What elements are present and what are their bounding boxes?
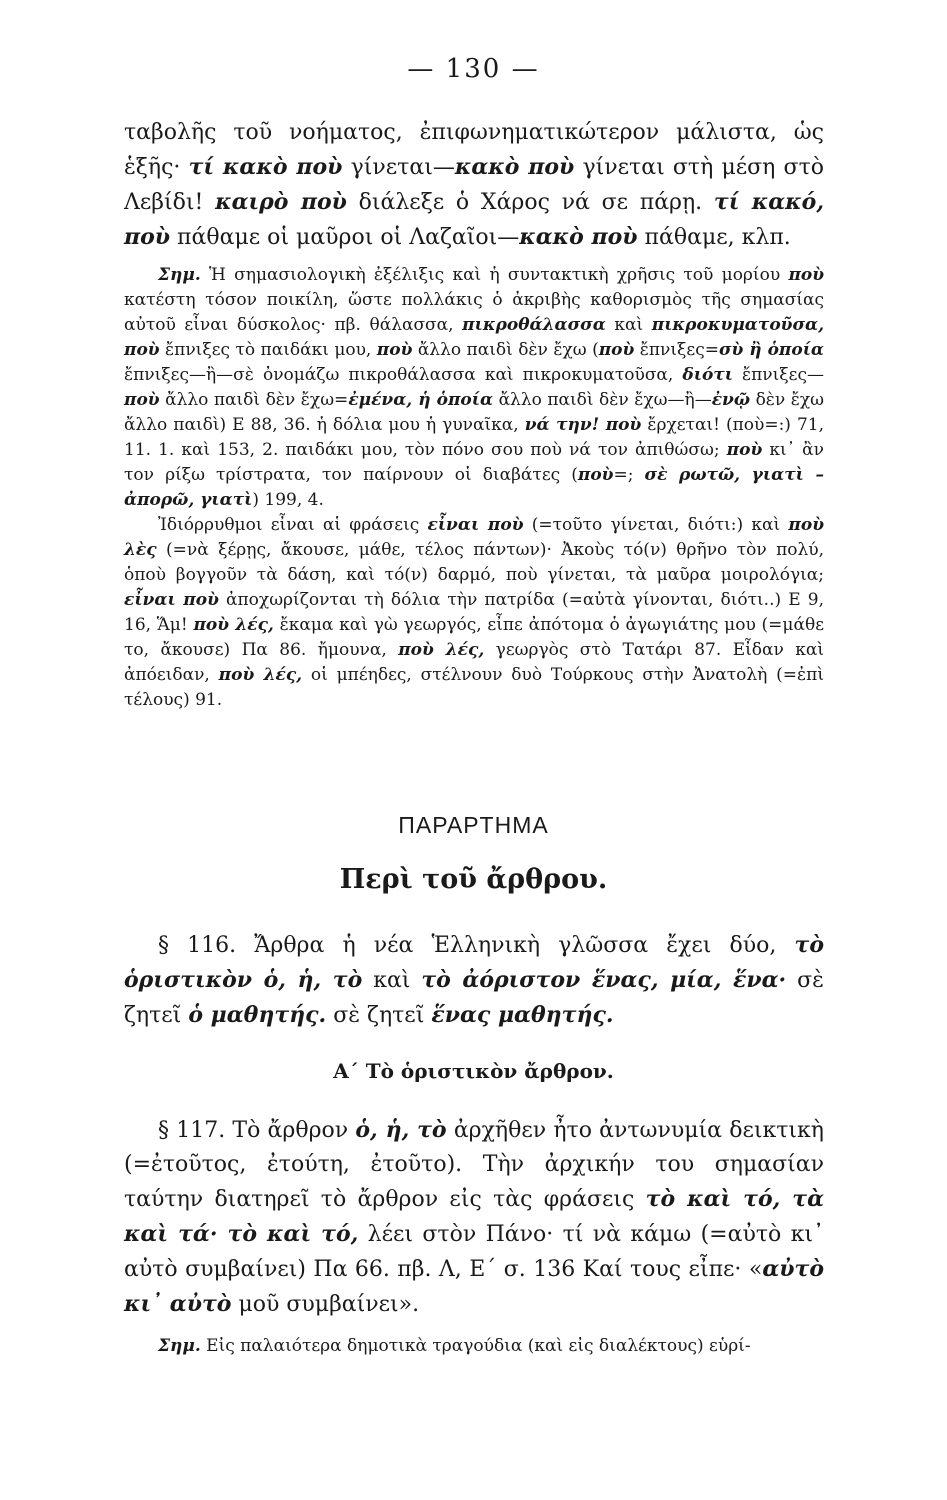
text-span: πάθαμε οἱ μαῦροι οἱ Λαζαῖοι—	[177, 225, 520, 250]
bold-example: ἕνας μαθητής.	[431, 1002, 614, 1028]
bold-example: τὸ ὁριστικὸν ὁ, ἡ, τὸ	[124, 932, 824, 993]
text-span: σὲ ζητεῖ	[333, 1003, 425, 1028]
bold-example: ποὺ	[577, 465, 614, 485]
text-span: ) 199, 4.	[252, 490, 324, 510]
bold-example: ποὺ	[124, 390, 160, 410]
text-span: καὶ	[373, 968, 411, 993]
text-span: ἔπνιξες τὸ παιδάκι μου,	[165, 340, 372, 360]
text-span: ἔκαμα καὶ γὼ γεωργός, εἶπε ἀπότομα ὁ ἀγωγιάτης μου (=μάθε το, ἄκουσε) Πα 86. ἤμουνα,	[124, 615, 824, 660]
bold-example: διότι	[682, 365, 733, 385]
bold-example: ὁ, ἡ, τὸ	[355, 1117, 447, 1143]
note-label: Σημ.	[158, 1336, 201, 1356]
paragraph-116	[124, 928, 824, 1033]
text-span: § 116. Ἄρθρα ἡ νέα Ἑλληνικὴ γλῶσσα ἔχει δύο,	[158, 933, 777, 958]
intro-paragraph	[124, 116, 824, 255]
text-span: ἔπνιξες—	[742, 365, 825, 385]
text-span: καὶ	[614, 315, 644, 335]
bold-example: πικροθάλασσα	[462, 315, 606, 335]
bold-example: αὐτὸ κι᾿ αὐτὸ	[124, 1256, 824, 1317]
text-span: ταβολῆς τοῦ νοήματος, ἐπιφωνηματικώτερον μάλιστα, ὡς ἑξῆς·	[124, 120, 824, 180]
bold-example: τὸ καὶ τό, τὰ καὶ τά· τὸ καὶ τό,	[124, 1186, 824, 1247]
text-span: πάθαμε, κλπ.	[644, 225, 791, 250]
bold-example: σὺ ἢ ὁποία	[718, 340, 825, 360]
section-title: Περὶ τοῦ ἄρθρου.	[339, 864, 608, 895]
bold-example: ποὺ λές,	[398, 640, 485, 660]
text-span: δὲν ἔχω ἄλλο παιδὶ) Ε 88, 36. ἡ δόλια μου ἡ γυναῖκα,	[124, 390, 825, 435]
text-span: μοῦ συμβαίνει».	[238, 1292, 420, 1317]
text-span: σὲ ζητεῖ	[124, 968, 824, 1028]
bold-example: ποὺ	[788, 265, 825, 285]
bold-example: σὲ ρωτῶ, γιατὶ – ἀπορῶ, γιατὶ	[124, 465, 824, 510]
note-section-bottom	[124, 1334, 824, 1359]
text-span: Ἰδιόρρυθμοι εἶναι αἱ φράσεις	[158, 515, 420, 535]
bold-example: ποὺ λὲς	[124, 515, 824, 560]
bold-example: ποὺ λές,	[193, 615, 274, 635]
text-span: λέει στὸν Πάνο· τί νὰ κάμω (=αὐτὸ κι᾿ αὐτὸ συμβαίνει) Πα 66. πβ. Λ, Ε΄ σ. 136 Καί τους εἶπε· «	[124, 1222, 824, 1282]
paragraph-117	[124, 1113, 824, 1322]
appendix-title: ΠΑΡΑΡΤΗΜΑ	[398, 812, 549, 838]
text-span: ἔπνιξες=	[639, 340, 719, 360]
text-span: γίνεται στὴ μέση στὸ Λεβίδι!	[124, 155, 824, 215]
text-span: κι᾿ ἂν τον ρίξω τρίστρατα, τον παίρνουν οἱ διαβάτες (	[124, 440, 825, 485]
bold-example: νά την! ποὺ	[524, 415, 642, 435]
bold-example: ποὺ	[376, 340, 413, 360]
bold-example: ποὺ λές,	[218, 665, 303, 685]
text-span: κατέστη τόσον ποικίλη, ὥστε πολλάκις ὁ ἀκριβὴς καθορισμὸς τῆς σημασίας αὐτοῦ εἶναι δύσκολος· πβ. θάλασσα,	[124, 290, 824, 335]
bold-example: κακὸ ποὺ	[454, 154, 575, 180]
text-span: ἄλλο παιδὶ δὲν ἔχω=	[165, 390, 349, 410]
bold-example: τί κακό, ποὺ	[124, 189, 824, 250]
text-span: διάλεξε ὁ Χάρος νά σε πάρῃ.	[358, 190, 703, 215]
bold-example: εἶναι ποὺ	[124, 590, 219, 610]
bold-example: πικροκυματοῦσα, ποὺ	[124, 315, 824, 360]
text-span: (=νὰ ξέρῃς, ἄκουσε, μάθε, τέλος πάντων)· Ἀκοὺς τό(ν) θρῆνο τὸν πολύ, ὁποὺ βογγοῦν τὰ δάση, καὶ τό(ν) δαρμό, ποὺ γίνεται, τὰ μαῦρα μοιρολόγια;	[124, 540, 825, 585]
bold-example: ἐνῷ	[711, 390, 751, 410]
bold-example: καιρὸ ποὺ	[215, 189, 347, 215]
note-section	[124, 263, 824, 713]
text-span: Εἰς παλαιότερα δημοτικὰ τραγούδια (καὶ εἰς διαλέκτους) εὑρί-	[206, 1336, 751, 1356]
note-label: Σημ.	[158, 265, 201, 285]
text-span: οἱ μπέηδες, στέλνουν δυὸ Τούρκους στὴν Ἀνατολὴ (=ἐπὶ τέλους) 91.	[124, 665, 825, 710]
note-paragraph	[124, 513, 824, 713]
bold-example: κακὸ ποὺ	[519, 224, 638, 250]
bold-example: τί κακὸ ποὺ	[188, 154, 343, 180]
text-span: (=τοῦτο γίνεται, διότι:) καὶ	[531, 515, 781, 535]
bold-example: ἐμένα, ἡ ὁποία	[348, 390, 494, 410]
bold-example: εἶναι ποὺ	[427, 515, 524, 535]
text-span: ἀποχωρίζονται τὴ δόλια τὴν πατρίδα (=αὐτὰ γίνονται, διότι..) Ε 9, 16, Ἅμ!	[124, 590, 824, 635]
bold-example: ποὺ	[726, 440, 763, 460]
text-span: § 117. Τὸ ἄρθρον	[158, 1118, 349, 1143]
text-span: ἀρχῆθεν ἦτο ἀντωνυμία δεικτικὴ (=ἐτοῦτος, ἐτούτη, ἐτοῦτο). Τὴν ἀρχικήν του σημασίαν ταύτην διατηρεῖ τὸ ἄρθρον εἰς τὰς φράσεις	[124, 1118, 824, 1212]
text-span: Ἡ σημασιολογικὴ ἐξέλιξις καὶ ἡ συντακτικὴ χρῆσις τοῦ μορίου	[209, 265, 781, 285]
text-span: ἔπνιξες—ἢ—σὲ ὀνομάζω πικροθάλασσα καὶ πικροκυματοῦσα,	[124, 365, 674, 385]
text-span: γεωργὸς στὸ Τατάρι 87. Εἶδαν καὶ ἀπόειδαν,	[124, 640, 824, 685]
text-span: ἄλλο παιδὶ δὲν ἔχω—ἢ—	[498, 390, 712, 410]
text-span: ἔρχεται! (ποὺ=:) 71, 11. 1. καὶ 153, 2. παιδάκι μου, τὸν πόνο σου ποὺ νά τον ἀπιθώσω;	[124, 415, 824, 460]
text-span: γίνεται—	[350, 155, 455, 180]
subheading: Α΄ Τὸ ὁριστικὸν ἄρθρον.	[333, 1059, 614, 1083]
note-paragraph	[124, 263, 824, 513]
bold-example: τὸ ἀόριστον ἕνας, μία, ἕνα·	[421, 967, 787, 993]
text-span: =;	[613, 465, 634, 485]
text-span: ἄλλο παιδὶ δὲν ἔχω (	[417, 340, 599, 360]
bold-example: ὁ μαθητής.	[188, 1002, 327, 1028]
bold-example: ποὺ	[598, 340, 635, 360]
page-number: — 130 —	[407, 54, 540, 84]
